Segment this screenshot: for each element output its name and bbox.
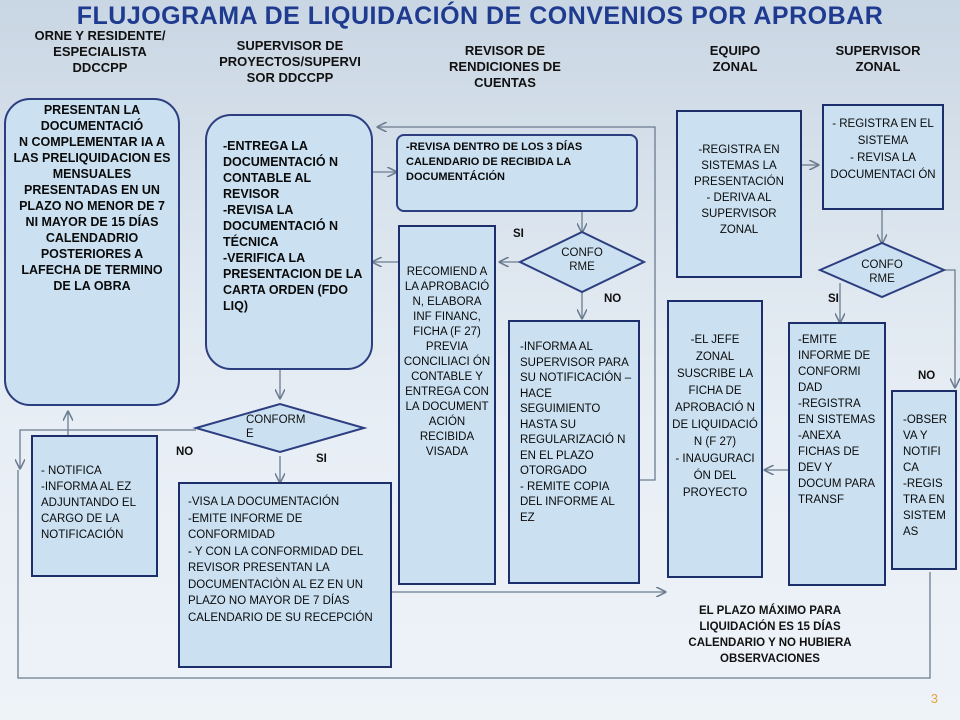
box-jefe-zonal-suscribe: -EL JEFE ZONAL SUSCRIBE LA FICHA DE APROBACIÓ N DE LIQUIDACIÓ N (F 27) - INAUGURACI ÓN DEL PROYECTO xyxy=(667,300,763,578)
column-header-supervisor-proyectos: SUPERVISOR DE PROYECTOS/SUPERVI SOR DDCCPP xyxy=(219,38,361,85)
column-header-orne: ORNE Y RESIDENTE/ ESPECIALISTA DDCCPP xyxy=(34,28,166,75)
page-number: 3 xyxy=(930,691,938,706)
box-visa-documentacion: -VISA LA DOCUMENTACIÓN -EMITE INFORME DE CONFORMIDAD - Y CON LA CONFORMIDAD DEL REVISOR PRESENTAN LA DOCUMENTACIÒN AL EZ EN UN PLAZO NO MAYOR DE 7 DÍAS CALENDARIO DE SU RECEPCIÓN xyxy=(178,482,392,668)
decision-text-supervisor-zonal: CONFO RME xyxy=(861,259,903,285)
box-recomienda-aprobacion: RECOMIEND A LA APROBACIÓ N, ELABORA INF FINANC, FICHA (F 27) PREVIA CONCILIACI ÓN CONTABLE Y ENTREGA CON LA DOCUMENT ACIÓN RECIBIDA VISADA xyxy=(398,225,496,585)
box-revisa-3-dias: -REVISA DENTRO DE LOS 3 DÍAS CALENDARIO DE RECIBIDA LA DOCUMENTÁCIÓN xyxy=(396,134,638,212)
label-si-supervisor-proyectos: SI xyxy=(316,453,327,465)
column-header-revisor: REVISOR DE RENDICIONES DE CUENTAS xyxy=(449,43,561,90)
box-entrega-documentacion: -ENTREGA LA DOCUMENTACIÓ N CONTABLE AL REVISOR -REVISA LA DOCUMENTACIÓ N TÉCNICA -VERIFICA LA PRESENTACION DE LA CARTA ORDEN (FDO LIQ) xyxy=(205,114,373,370)
decision-text-supervisor-proyectos: CONFORM E xyxy=(246,414,306,440)
arrow-decision2-no xyxy=(940,270,955,387)
label-no-supervisor-proyectos: NO xyxy=(176,446,194,458)
box-registra-sistema: - REGISTRA EN EL SISTEMA - REVISA LA DOCUMENTACI ÓN xyxy=(822,104,944,210)
label-si-revisor: SI xyxy=(513,228,524,240)
column-header-equipo-zonal: EQUIPO ZONAL xyxy=(709,43,761,74)
page-title: FLUJOGRAMA DE LIQUIDACIÓN DE CONVENIOS POR APROBAR xyxy=(76,2,884,30)
box-notifica: - NOTIFICA -INFORMA AL EZ ADJUNTANDO EL CARGO DE LA NOTIFICACIÓN xyxy=(31,435,158,577)
label-no-supervisor-zonal: NO xyxy=(918,370,936,382)
note-plazo-maximo: EL PLAZO MÁXIMO PARA LIQUIDACIÓN ES 15 DÍAS CALENDARIO Y NO HUBIERA OBSERVACIONES xyxy=(688,605,852,665)
label-no-revisor: NO xyxy=(604,293,622,305)
label-si-supervisor-zonal: SI xyxy=(828,293,839,305)
box-informa-supervisor: -INFORMA AL SUPERVISOR PARA SU NOTIFICACIÓN – HACE SEGUIMIENTO HASTA SU REGULARIZACIÓ N EN EL PLAZO OTORGADO - REMITE COPIA DEL INFORME AL EZ xyxy=(508,320,640,584)
box-observa-notifica: -OBSER VA Y NOTIFI CA -REGIS TRA EN SISTEM AS xyxy=(891,390,957,570)
box-registra-presentacion: -REGISTRA EN SISTEMAS LA PRESENTACIÓN - DERIVA AL SUPERVISOR ZONAL xyxy=(676,110,802,278)
decision-text-revisor: CONFO RME xyxy=(561,247,603,273)
box-presentan-documentacion: PRESENTAN LA DOCUMENTACIÓ N COMPLEMENTAR IA A LAS PRELIQUIDACION ES MENSUALES PRESENTADAS EN UN PLAZO NO MENOR DE 7 NI MAYOR DE 15 DÍAS CALENDADRIO POSTERIORES A LAFECHA DE TERMINO DE LA OBRA xyxy=(4,98,180,406)
box-emite-informe: -EMITE INFORME DE CONFORMI DAD -REGISTRA EN SISTEMAS -ANEXA FICHAS DE DEV Y DOCUM PARA TRANSF xyxy=(788,322,886,586)
column-header-supervisor-zonal: SUPERVISOR ZONAL xyxy=(835,43,921,74)
